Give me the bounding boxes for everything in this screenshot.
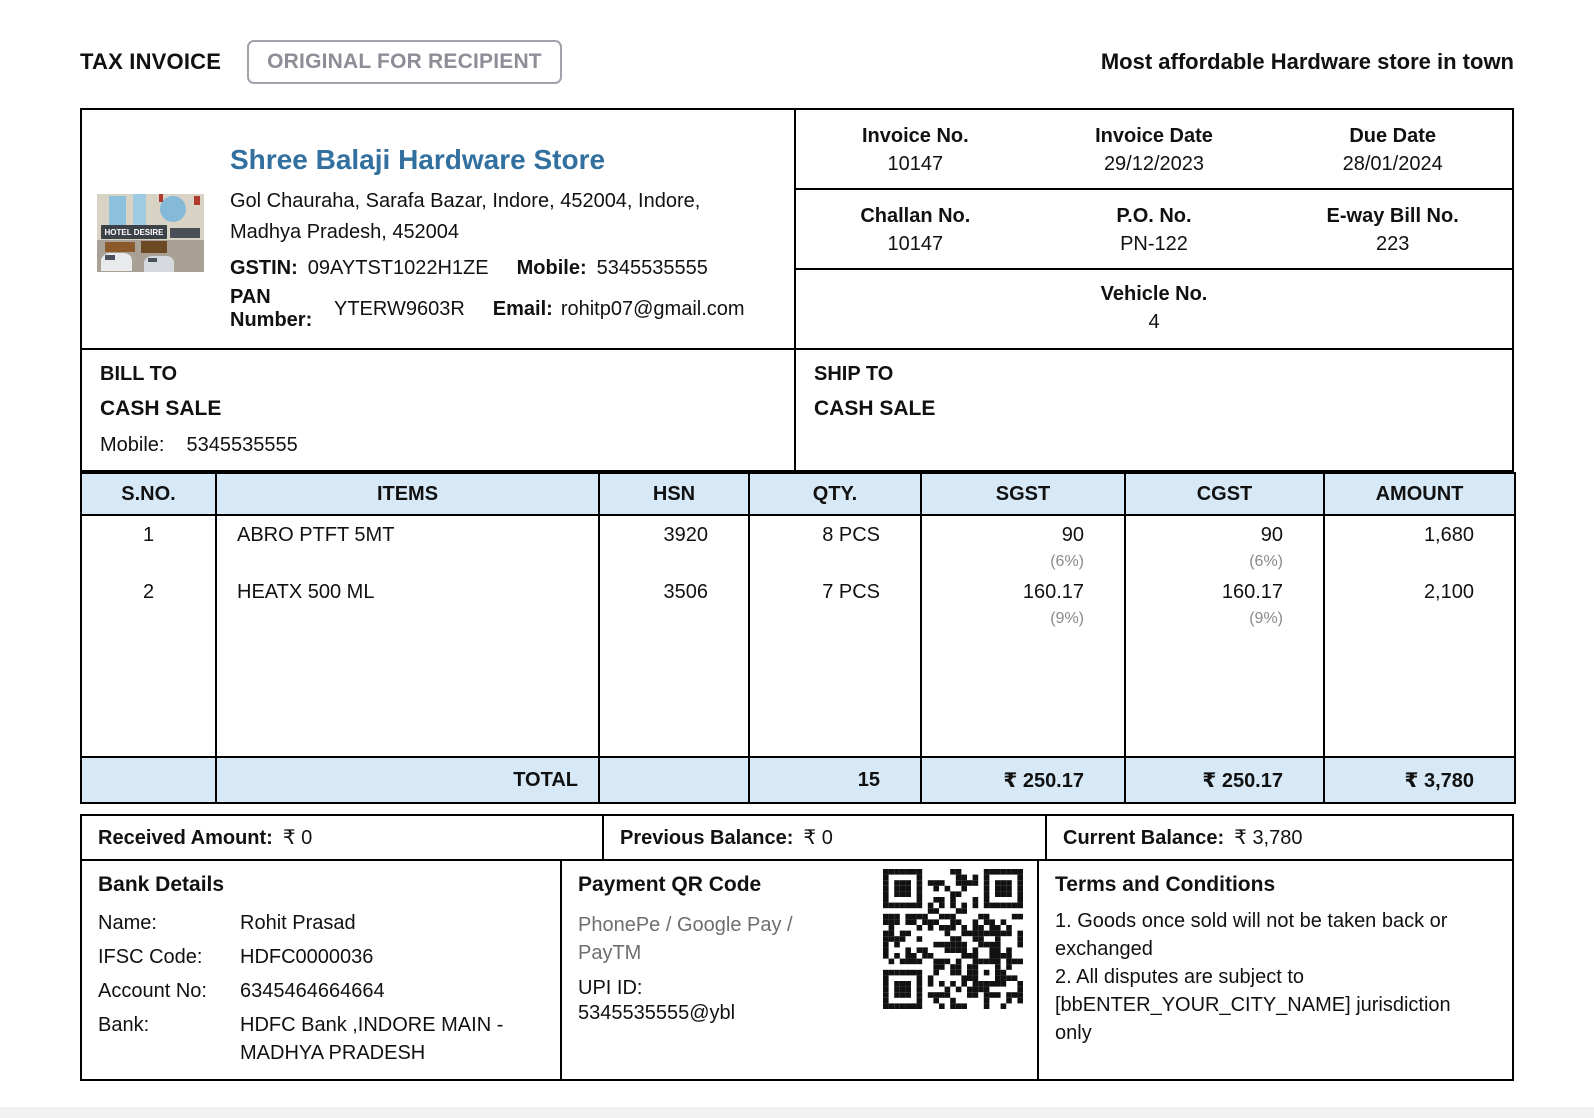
- payment-qr-code: [883, 869, 1023, 1009]
- current-balance-label: Current Balance:: [1063, 827, 1225, 849]
- po-no-value: PN-122: [1120, 233, 1188, 255]
- item-cgst-pct: (9%): [1249, 610, 1283, 627]
- logo-sign-text: HOTEL DESIRE: [104, 228, 164, 237]
- table-row: [81, 573, 1515, 631]
- document-title: TAX INVOICE: [80, 49, 222, 74]
- bill-to-mobile-row: [100, 434, 776, 457]
- col-header-qty: QTY.: [749, 473, 921, 515]
- item-sno: 2: [81, 573, 216, 631]
- seller-address: [230, 186, 784, 248]
- total-cgst: ₹ 250.17: [1125, 757, 1324, 803]
- ship-to-heading: SHIP TO: [814, 363, 894, 385]
- item-sgst: 160.17 (9%): [921, 573, 1125, 631]
- total-sgst: ₹ 250.17: [921, 757, 1125, 803]
- party-section: [82, 348, 1512, 470]
- invoice-date-label: Invoice Date: [1095, 125, 1213, 147]
- ship-to-block: [794, 350, 1512, 470]
- bank-details-title: Bank Details: [98, 873, 225, 896]
- item-qty: 8 PCS: [749, 515, 921, 573]
- item-cgst: 90 (6%): [1125, 515, 1324, 573]
- previous-balance-value: ₹ 0: [803, 827, 833, 849]
- total-empty-hsn: [599, 757, 749, 803]
- bill-to-name: CASH SALE: [100, 397, 222, 420]
- ship-to-name: CASH SALE: [814, 397, 936, 420]
- challan-no-value: 10147: [887, 233, 944, 255]
- bank-name-value: Rohit Prasad: [240, 912, 356, 934]
- invoice-header-box: [80, 108, 1514, 472]
- email-value: rohitp07@gmail.com: [560, 297, 745, 320]
- total-label: TOTAL: [216, 757, 599, 803]
- gstin-value: 09AYTST1022H1ZE: [307, 257, 489, 279]
- meta-row-1: [796, 110, 1512, 190]
- vehicle-no-label: Vehicle No.: [1100, 283, 1208, 305]
- terms-text: [1055, 907, 1496, 1047]
- payment-qr-block: [560, 861, 1037, 1079]
- mobile-value: 5345535555: [596, 257, 708, 279]
- header-row: [80, 40, 1514, 84]
- col-header-hsn: HSN: [599, 473, 749, 515]
- item-sgst: 90 (6%): [921, 515, 1125, 573]
- footer-details-row: [82, 861, 1512, 1079]
- total-empty-sno: [81, 757, 216, 803]
- upi-id-label: UPI ID:: [578, 977, 643, 999]
- payment-apps: PhonePe / Google Pay / PayTM: [578, 914, 793, 964]
- bill-to-mobile-value: 5345535555: [186, 434, 298, 456]
- po-no-cell: [1035, 190, 1274, 268]
- upi-id-value: 5345535555@ybl: [578, 1002, 736, 1024]
- eway-bill-label: E-way Bill No.: [1326, 205, 1459, 227]
- item-qty: 7 PCS: [749, 573, 921, 631]
- received-amount-label: Received Amount:: [98, 827, 273, 849]
- table-row: [81, 515, 1515, 573]
- item-sgst-pct: (6%): [1050, 553, 1084, 570]
- previous-balance-label: Previous Balance:: [620, 827, 794, 849]
- item-amount: 2,100: [1324, 573, 1515, 631]
- invoice-no-value: 10147: [887, 153, 944, 175]
- bank-name-label: Name:: [98, 912, 157, 934]
- seller-address-line1: Gol Chauraha, Sarafa Bazar, Indore, 452004, Indore,: [230, 190, 701, 212]
- email-label: Email:: [492, 297, 553, 320]
- terms-line-2: 2. All disputes are subject to [bbENTER_YOUR_CITY_NAME] jurisdiction only: [1055, 966, 1451, 1044]
- mobile-label: Mobile:: [516, 257, 587, 279]
- terms-block: [1037, 861, 1512, 1079]
- footer-box: [80, 814, 1514, 1081]
- challan-no-cell: [796, 190, 1035, 268]
- item-hsn: 3920: [599, 515, 749, 573]
- qr-code-image: [883, 869, 1023, 1009]
- bill-to-mobile-label: Mobile:: [100, 434, 165, 456]
- item-name: HEATX 500 ML: [216, 573, 599, 631]
- seller-pan-row: [230, 286, 784, 332]
- col-header-amount: AMOUNT: [1324, 473, 1515, 515]
- current-balance-cell: [1045, 816, 1512, 859]
- bank-details-block: [82, 861, 560, 1079]
- col-header-items: ITEMS: [216, 473, 599, 515]
- item-name: ABRO PTFT 5MT: [216, 515, 599, 573]
- table-total-row: [81, 757, 1515, 803]
- challan-no-label: Challan No.: [860, 205, 971, 227]
- items-table: [80, 472, 1516, 804]
- invoice-meta-panel: [794, 110, 1512, 348]
- seller-address-line2: Madhya Pradesh, 452004: [230, 221, 460, 243]
- due-date-value: 28/01/2024: [1342, 153, 1443, 175]
- pan-label: PAN Number:: [230, 286, 313, 331]
- store-tagline: Most affordable Hardware store in town: [1100, 49, 1514, 74]
- vehicle-no-value: 4: [1148, 311, 1160, 333]
- col-header-sgst: SGST: [921, 473, 1125, 515]
- item-cgst: 160.17 (9%): [1125, 573, 1324, 631]
- bill-to-block: [82, 350, 794, 470]
- seller-info: [82, 110, 794, 348]
- previous-balance-cell: [602, 816, 1045, 859]
- item-sgst-pct: (9%): [1050, 610, 1084, 627]
- seller-name: Shree Balaji Hardware Store: [230, 144, 606, 175]
- item-hsn: 3506: [599, 573, 749, 631]
- vehicle-no-cell: [796, 270, 1512, 348]
- eway-bill-cell: [1273, 190, 1512, 268]
- top-section: [82, 110, 1512, 348]
- summary-row: [82, 816, 1512, 861]
- eway-bill-value: 223: [1375, 233, 1410, 255]
- terms-title: Terms and Conditions: [1055, 873, 1276, 896]
- pan-value: YTERW9603R: [334, 297, 465, 320]
- invoice-date-value: 29/12/2023: [1103, 153, 1205, 175]
- item-cgst-pct: (6%): [1249, 553, 1283, 570]
- invoice-date-cell: [1035, 110, 1274, 188]
- store-logo-photo: [97, 194, 204, 272]
- items-header-row: [81, 473, 1515, 515]
- received-amount-cell: [82, 816, 602, 859]
- bank-branch-value: HDFC Bank ,INDORE MAIN - MADHYA PRADESH: [240, 1014, 504, 1064]
- invoice-no-cell: [796, 110, 1035, 188]
- bank-ifsc-value: HDFC0000036: [240, 946, 374, 968]
- bank-branch-label: Bank:: [98, 1014, 150, 1036]
- item-amount: 1,680: [1324, 515, 1515, 573]
- col-header-cgst: CGST: [1125, 473, 1324, 515]
- bank-ifsc-label: IFSC Code:: [98, 946, 203, 968]
- terms-line-1: 1. Goods once sold will not be taken back or exchanged: [1055, 910, 1448, 960]
- bill-to-heading: BILL TO: [100, 363, 178, 385]
- total-amount: ₹ 3,780: [1324, 757, 1515, 803]
- bank-account-label: Account No:: [98, 980, 207, 1002]
- total-qty: 15: [749, 757, 921, 803]
- current-balance-value: ₹ 3,780: [1234, 827, 1303, 849]
- col-header-sno: S.NO.: [81, 473, 216, 515]
- seller-gstin-row: [230, 257, 784, 280]
- copy-type-badge: ORIGINAL FOR RECIPIENT: [247, 40, 562, 84]
- item-sno: 1: [81, 515, 216, 573]
- bank-rows: [98, 909, 544, 1067]
- due-date-label: Due Date: [1349, 125, 1437, 147]
- page-bottom-strip: [0, 1107, 1594, 1118]
- payment-qr-title: Payment QR Code: [578, 873, 762, 896]
- table-filler-row: [81, 631, 1515, 757]
- po-no-label: P.O. No.: [1116, 205, 1192, 227]
- invoice-no-label: Invoice No.: [861, 125, 969, 147]
- gstin-label: GSTIN:: [230, 257, 298, 279]
- received-amount-value: ₹ 0: [282, 827, 313, 849]
- due-date-cell: [1273, 110, 1512, 188]
- meta-row-2: [796, 190, 1512, 270]
- bank-account-value: 6345464664664: [240, 980, 385, 1002]
